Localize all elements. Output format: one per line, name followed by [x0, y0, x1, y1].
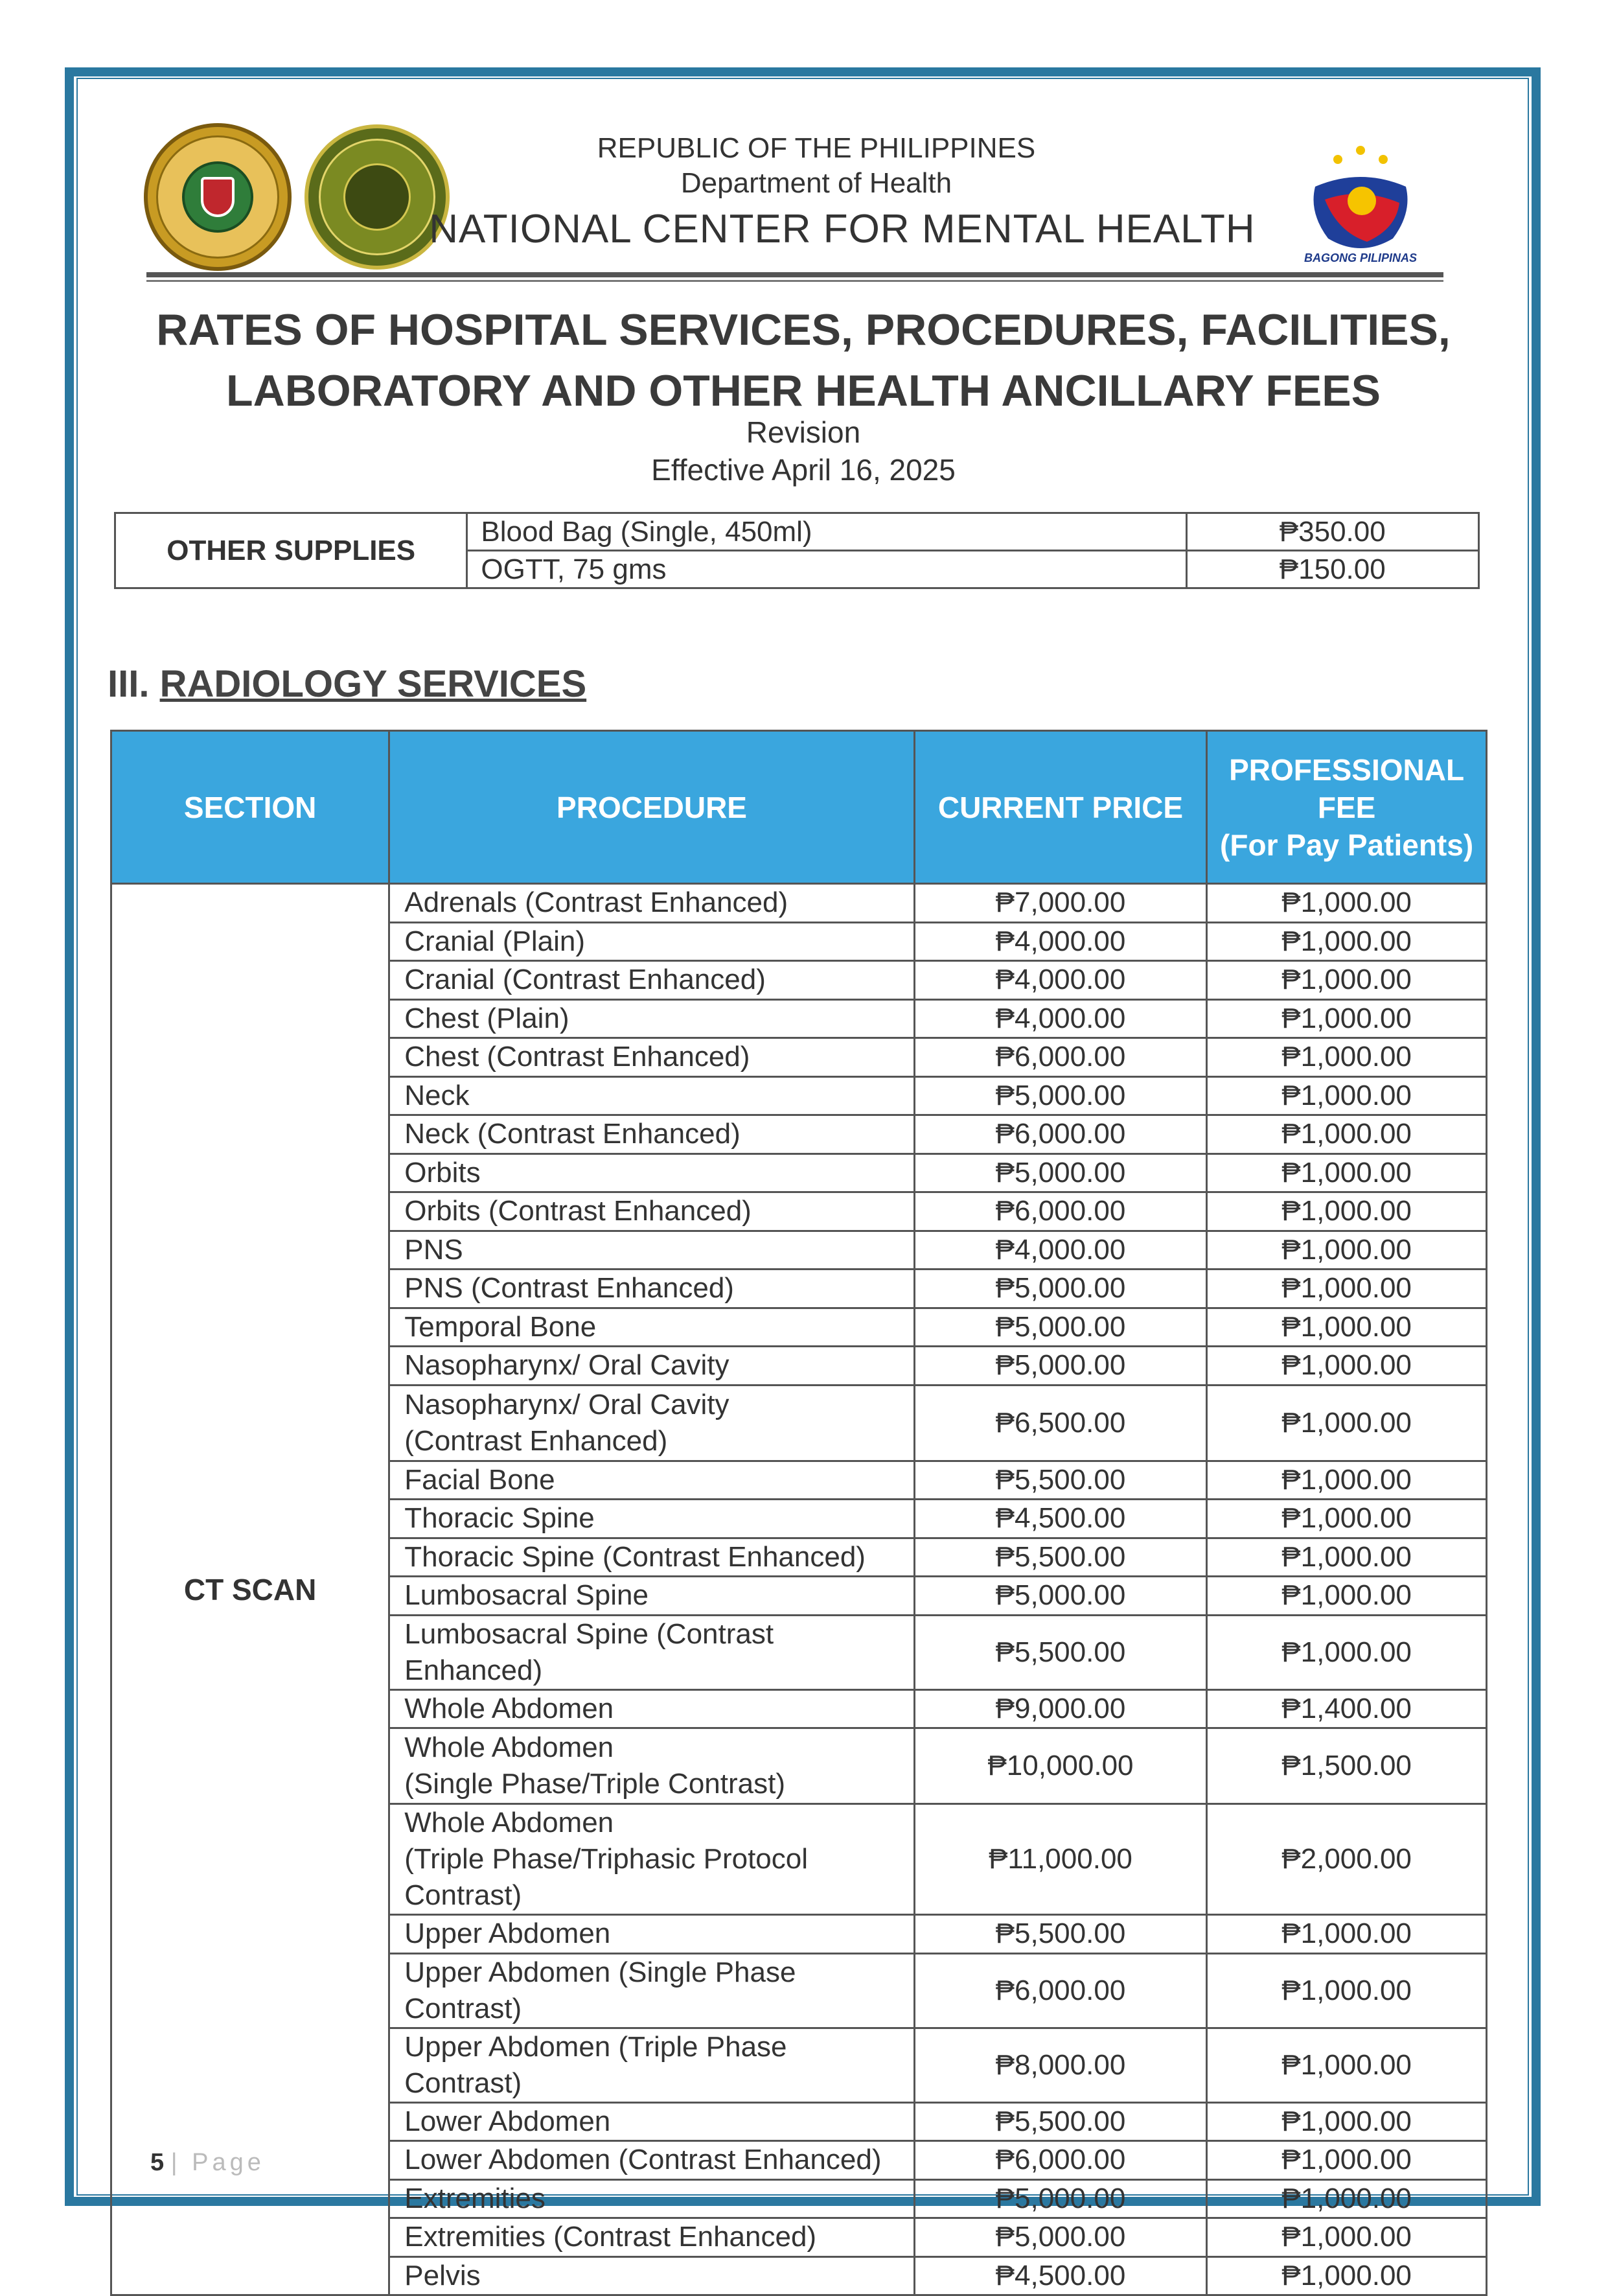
- procedure-text: Facial Bone: [404, 1463, 555, 1496]
- procedure-text: (Contrast Enhanced): [404, 1424, 668, 1457]
- procedure-text: Nasopharynx/ Oral Cavity: [404, 1349, 729, 1382]
- current-price-cell: ₱6,500.00: [914, 1385, 1206, 1461]
- current-price-cell: ₱11,000.00: [914, 1804, 1206, 1915]
- professional-fee-cell: ₱1,000.00: [1207, 1154, 1487, 1192]
- procedure-text: Lumbosacral Spine (Contrast Enhanced): [404, 1618, 774, 1686]
- current-price-cell: ₱4,500.00: [914, 1500, 1206, 1538]
- professional-fee-cell: ₱1,000.00: [1207, 2141, 1487, 2180]
- supply-price: ₱350.00: [1186, 513, 1479, 551]
- current-price-cell: ₱7,000.00: [914, 884, 1206, 923]
- professional-fee-cell: ₱1,000.00: [1207, 2028, 1487, 2102]
- current-price-cell: ₱5,000.00: [914, 1347, 1206, 1386]
- procedure-text: Extremities: [404, 2182, 546, 2214]
- section-cell-ct-scan: CT SCAN: [111, 884, 389, 2295]
- current-price-cell: ₱5,000.00: [914, 1270, 1206, 1308]
- procedure-text: Chest (Contrast Enhanced): [404, 1041, 750, 1073]
- procedure-text: Thoracic Spine (Contrast Enhanced): [404, 1540, 866, 1573]
- current-price-cell: ₱5,500.00: [914, 1538, 1206, 1577]
- header-republic: REPUBLIC OF THE PHILIPPINES: [597, 132, 1036, 164]
- header-divider: [146, 272, 1443, 277]
- procedure-cell: [389, 884, 915, 923]
- header-institution: NATIONAL CENTER FOR MENTAL HEALTH: [429, 207, 1256, 251]
- page-number-label: | Page: [170, 2149, 265, 2176]
- procedure-cell: [389, 2102, 915, 2141]
- professional-fee-cell: ₱1,000.00: [1207, 1577, 1487, 1616]
- procedure-cell: [389, 2028, 915, 2102]
- procedure-text: Whole Abdomen: [404, 1807, 614, 1838]
- procedure-cell: [389, 2256, 915, 2295]
- header-department: Department of Health: [680, 167, 952, 199]
- supply-item: OGTT, 75 gms: [467, 551, 1186, 588]
- procedure-text: Orbits: [404, 1156, 481, 1189]
- column-header-current-price: CURRENT PRICE: [914, 731, 1206, 884]
- column-header-professional-fee-line: PROFESSIONAL: [1229, 752, 1465, 787]
- procedure-text: Temporal Bone: [404, 1310, 597, 1343]
- procedure-cell: [389, 1615, 915, 1689]
- header-divider-thin: [146, 280, 1443, 282]
- document-title: [104, 299, 1503, 421]
- document-title-line2: LABORATORY AND OTHER HEALTH ANCILLARY FEES: [226, 366, 1381, 415]
- professional-fee-cell: ₱1,000.00: [1207, 1038, 1487, 1077]
- procedure-text: Adrenals (Contrast Enhanced): [404, 887, 788, 919]
- procedure-cell: [389, 1308, 915, 1347]
- bagong-pilipinas-text: BAGONG PILIPINAS: [1304, 251, 1417, 264]
- document-title-line1: RATES OF HOSPITAL SERVICES, PROCEDURES, FACILITIES,: [156, 305, 1451, 354]
- other-supplies-table: [114, 512, 1480, 589]
- procedure-text: (Triple Phase/Triphasic Protocol Contrast): [404, 1843, 809, 1911]
- professional-fee-cell: ₱1,000.00: [1207, 1115, 1487, 1154]
- current-price-cell: ₱5,500.00: [914, 1915, 1206, 1954]
- current-price-cell: ₱5,000.00: [914, 1308, 1206, 1347]
- professional-fee-cell: ₱1,000.00: [1207, 922, 1487, 961]
- procedure-cell: [389, 1953, 915, 2028]
- procedure-text: Thoracic Spine: [404, 1502, 595, 1535]
- current-price-cell: ₱5,000.00: [914, 1577, 1206, 1616]
- current-price-cell: ₱5,500.00: [914, 1461, 1206, 1500]
- current-price-cell: ₱4,000.00: [914, 961, 1206, 1000]
- procedure-cell: [389, 1385, 915, 1461]
- document-effective-date: Effective April 16, 2025: [651, 453, 956, 487]
- professional-fee-cell: ₱1,000.00: [1207, 884, 1487, 923]
- column-header-professional-fee-line: (For Pay Patients): [1220, 828, 1474, 862]
- procedure-text: Lumbosacral Spine: [404, 1579, 649, 1612]
- current-price-cell: ₱5,000.00: [914, 2179, 1206, 2218]
- professional-fee-cell: ₱1,000.00: [1207, 2218, 1487, 2257]
- procedure-text: Lower Abdomen (Contrast Enhanced): [404, 2144, 882, 2176]
- other-supplies-section: OTHER SUPPLIES: [115, 513, 467, 588]
- column-header-section: SECTION: [111, 731, 389, 884]
- current-price-cell: ₱6,000.00: [914, 2141, 1206, 2180]
- radiology-heading: [108, 662, 586, 706]
- procedure-cell: [389, 1192, 915, 1231]
- procedure-cell: [389, 1347, 915, 1386]
- procedure-cell: [389, 1270, 915, 1308]
- professional-fee-cell: ₱1,400.00: [1207, 1689, 1487, 1728]
- procedure-text: Extremities (Contrast Enhanced): [404, 2221, 817, 2253]
- procedure-cell: [389, 1577, 915, 1616]
- current-price-cell: ₱5,000.00: [914, 1154, 1206, 1192]
- procedure-cell: [389, 1538, 915, 1577]
- professional-fee-cell: ₱1,000.00: [1207, 1500, 1487, 1538]
- professional-fee-cell: ₱1,000.00: [1207, 1385, 1487, 1461]
- procedure-text: Upper Abdomen (Triple Phase Contrast): [404, 2030, 787, 2099]
- procedure-cell: [389, 1915, 915, 1954]
- professional-fee-cell: ₱1,000.00: [1207, 2179, 1487, 2218]
- procedure-text: Upper Abdomen (Single Phase Contrast): [404, 1956, 796, 2024]
- current-price-cell: ₱6,000.00: [914, 1038, 1206, 1077]
- current-price-cell: ₱4,000.00: [914, 999, 1206, 1038]
- procedure-cell: [389, 1500, 915, 1538]
- current-price-cell: ₱5,500.00: [914, 2102, 1206, 2141]
- procedure-text: Neck (Contrast Enhanced): [404, 1118, 741, 1150]
- supply-item: Blood Bag (Single, 450ml): [467, 513, 1186, 551]
- current-price-cell: ₱4,000.00: [914, 1231, 1206, 1270]
- section-number: III.: [108, 663, 150, 705]
- procedure-text: PNS: [404, 1233, 463, 1266]
- column-header-professional-fee-line: FEE: [1317, 790, 1376, 824]
- current-price-cell: ₱6,000.00: [914, 1953, 1206, 2028]
- professional-fee-cell: ₱1,000.00: [1207, 1915, 1487, 1954]
- procedure-cell: [389, 1728, 915, 1804]
- current-price-cell: ₱6,000.00: [914, 1192, 1206, 1231]
- column-header-professional-fee: [1207, 731, 1487, 884]
- procedure-text: Whole Abdomen: [404, 1732, 614, 1763]
- column-header-procedure: PROCEDURE: [389, 731, 915, 884]
- republic-seal-logo: [144, 123, 292, 271]
- procedure-text: Pelvis: [404, 2259, 481, 2291]
- document-revision: Revision: [746, 415, 861, 449]
- professional-fee-cell: ₱1,000.00: [1207, 1615, 1487, 1689]
- procedure-text: PNS (Contrast Enhanced): [404, 1272, 734, 1305]
- procedure-text: Upper Abdomen: [404, 1918, 611, 1950]
- professional-fee-cell: ₱1,000.00: [1207, 1538, 1487, 1577]
- supply-price: ₱150.00: [1186, 551, 1479, 588]
- procedure-cell: [389, 1038, 915, 1077]
- professional-fee-cell: ₱1,000.00: [1207, 2256, 1487, 2295]
- professional-fee-cell: ₱1,000.00: [1207, 961, 1487, 1000]
- professional-fee-cell: ₱1,500.00: [1207, 1728, 1487, 1804]
- radiology-table: [110, 730, 1487, 2296]
- radiology-table-body: [111, 884, 1487, 2295]
- professional-fee-cell: ₱1,000.00: [1207, 1347, 1487, 1386]
- procedure-cell: [389, 1115, 915, 1154]
- professional-fee-cell: ₱1,000.00: [1207, 999, 1487, 1038]
- table-header-row: [111, 731, 1487, 884]
- procedure-cell: [389, 1231, 915, 1270]
- procedure-text: Neck: [404, 1079, 470, 1111]
- procedure-cell: [389, 1689, 915, 1728]
- procedure-cell: [389, 999, 915, 1038]
- professional-fee-cell: ₱1,000.00: [1207, 1308, 1487, 1347]
- table-row: [115, 513, 1479, 551]
- professional-fee-cell: ₱1,000.00: [1207, 2102, 1487, 2141]
- professional-fee-cell: ₱2,000.00: [1207, 1804, 1487, 1915]
- procedure-cell: [389, 961, 915, 1000]
- professional-fee-cell: ₱1,000.00: [1207, 1231, 1487, 1270]
- procedure-cell: [389, 1461, 915, 1500]
- current-price-cell: ₱5,000.00: [914, 2218, 1206, 2257]
- procedure-cell: [389, 1076, 915, 1115]
- current-price-cell: ₱6,000.00: [914, 1115, 1206, 1154]
- procedure-text: Orbits (Contrast Enhanced): [404, 1195, 752, 1227]
- procedure-text: Chest (Plain): [404, 1002, 569, 1034]
- professional-fee-cell: ₱1,000.00: [1207, 1192, 1487, 1231]
- professional-fee-cell: ₱1,000.00: [1207, 1076, 1487, 1115]
- current-price-cell: ₱9,000.00: [914, 1689, 1206, 1728]
- procedure-text: Whole Abdomen: [404, 1692, 614, 1724]
- professional-fee-cell: ₱1,000.00: [1207, 1461, 1487, 1500]
- current-price-cell: ₱10,000.00: [914, 1728, 1206, 1804]
- procedure-text: Nasopharynx/ Oral Cavity: [404, 1388, 729, 1421]
- procedure-cell: [389, 2179, 915, 2218]
- professional-fee-cell: ₱1,000.00: [1207, 1953, 1487, 2028]
- procedure-cell: [389, 2141, 915, 2180]
- procedure-cell: [389, 1804, 915, 1915]
- procedure-text: Cranial (Contrast Enhanced): [404, 964, 766, 996]
- procedure-text: Lower Abdomen: [404, 2105, 611, 2137]
- current-price-cell: ₱8,000.00: [914, 2028, 1206, 2102]
- current-price-cell: ₱4,500.00: [914, 2256, 1206, 2295]
- section-title: RADIOLOGY SERVICES: [159, 663, 587, 705]
- procedure-cell: [389, 922, 915, 961]
- table-row: [111, 884, 1487, 923]
- current-price-cell: ₱5,500.00: [914, 1615, 1206, 1689]
- current-price-cell: ₱5,000.00: [914, 1076, 1206, 1115]
- professional-fee-cell: ₱1,000.00: [1207, 1270, 1487, 1308]
- procedure-text: Cranial (Plain): [404, 925, 586, 957]
- procedure-text: (Single Phase/Triple Contrast): [404, 1768, 785, 1800]
- procedure-cell: [389, 2218, 915, 2257]
- procedure-cell: [389, 1154, 915, 1192]
- page-number-value: 5: [150, 2149, 165, 2176]
- page-number: [150, 2149, 265, 2177]
- current-price-cell: ₱4,000.00: [914, 922, 1206, 961]
